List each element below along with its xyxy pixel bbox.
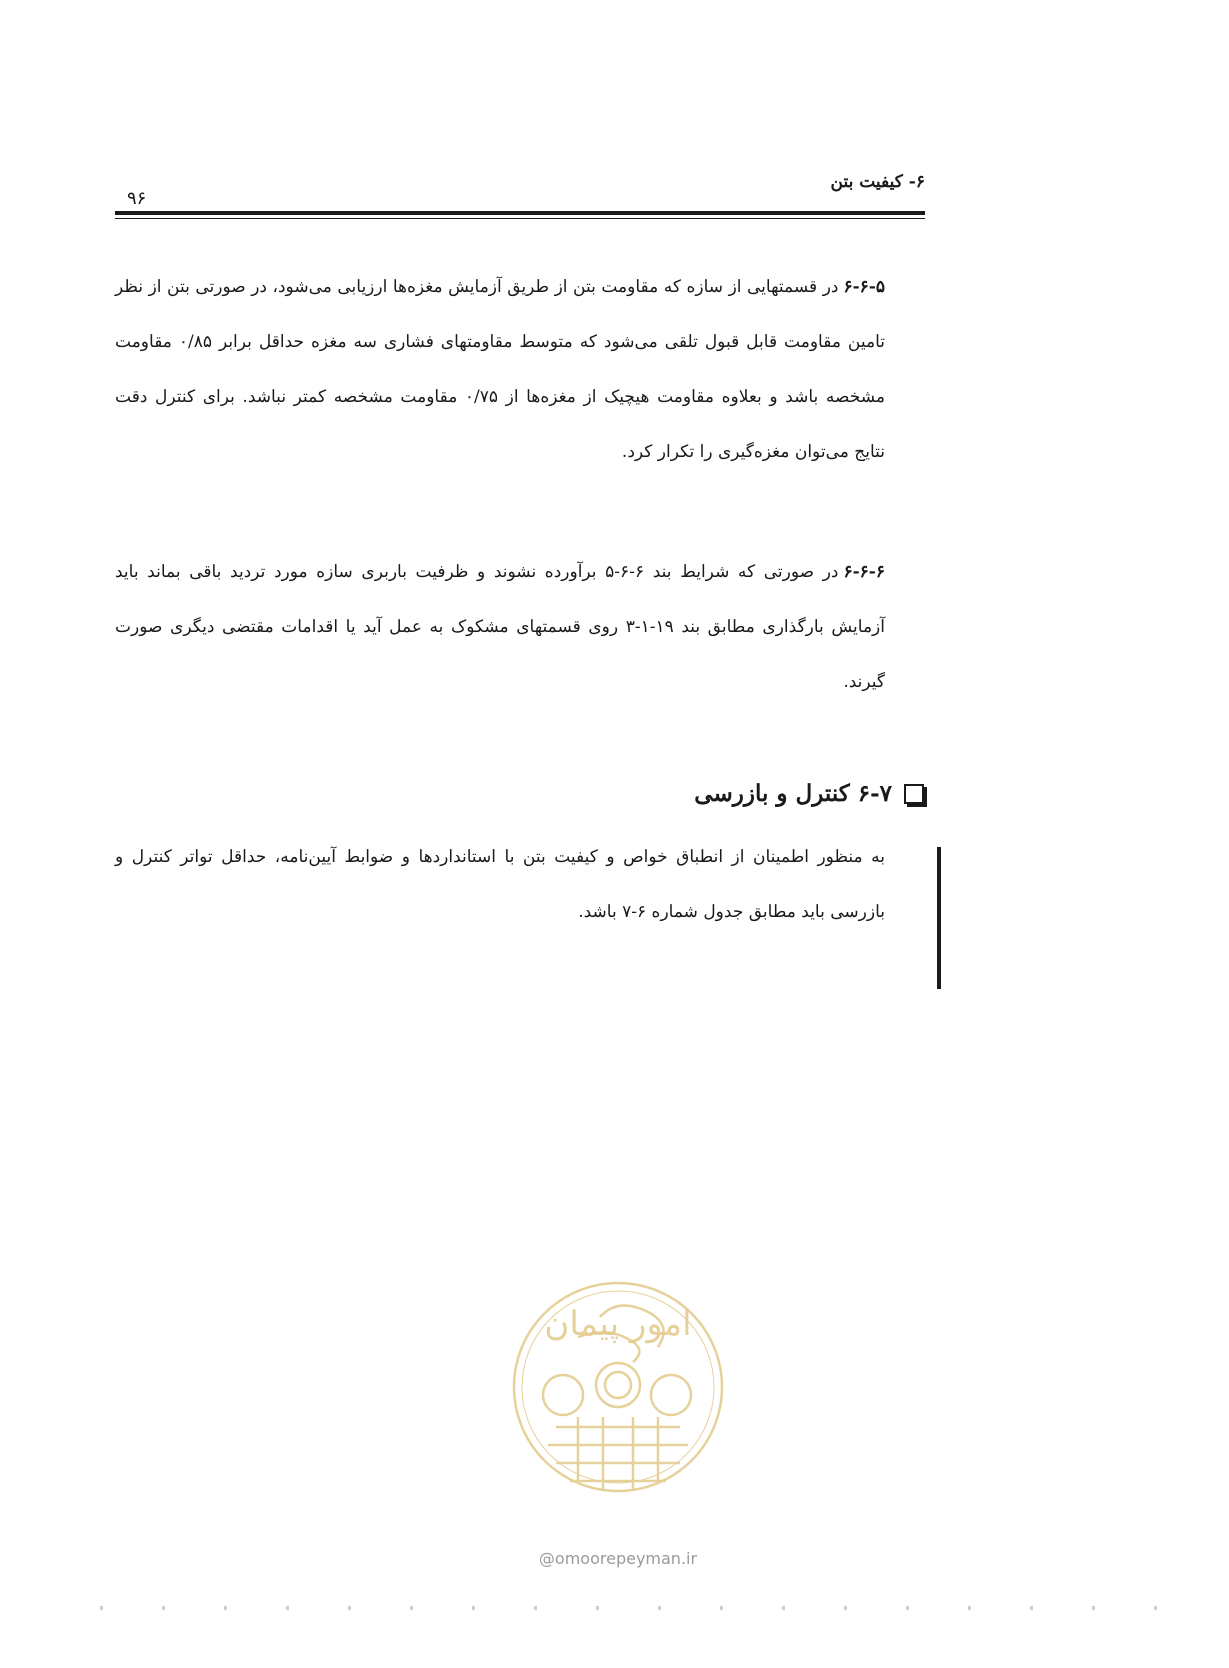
header-rule-thin (115, 218, 925, 219)
watermark-logo-icon (508, 1277, 728, 1497)
page-header (115, 168, 925, 224)
page-number: ۹۶ (127, 188, 147, 209)
section-body-text: به منظور اطمینان از انطباق خواص و کیفیت بتن با استانداردها و ضوابط آیین‌نامه، حداقل تواتر کنترل و بازرسی باید مطابق جدول شماره ۶-۷ باشد. (115, 847, 885, 922)
chapter-title: ۶- کیفیت بتن (830, 172, 925, 192)
paragraph-text: در صورتی که شرایط بند ۶-۶-۵ برآورده نشوند و ظرفیت باربری سازه مورد تردید باقی بماند باید آزمایش بارگذاری مطابق بند ۱۹-۱-۳ روی قسمتهای مشکوک به عمل آید یا اقدامات مقتضی دیگری صورت گیرند. (115, 562, 885, 692)
paragraph-6-6-6 (115, 545, 885, 710)
scan-speckles (100, 1606, 1180, 1610)
header-rule-thick (115, 211, 925, 215)
paragraph-number: ۶-۶-۶ (843, 562, 885, 582)
watermark-url: @omoorepeyman.ir (538, 1549, 698, 1568)
revision-margin-bar (937, 847, 941, 989)
paragraph-6-6-5 (115, 260, 885, 480)
watermark-logo-text: امور پیمان (544, 1304, 692, 1344)
section-body (115, 830, 885, 940)
section-heading (694, 780, 924, 807)
section-heading-text: ۶-۷ کنترل و بازرسی (694, 780, 892, 807)
paragraph-number: ۶-۶-۵ (843, 277, 885, 297)
paragraph-text: در قسمتهایی از سازه که مقاومت بتن از طریق آزمایش مغزه‌ها ارزیابی می‌شود، در صورتی بتن از نظر تامین مقاومت قابل قبول تلقی می‌شود که متوسط مقاومتهای فشاری سه مغزه حداقل برابر ۰/۸۵ مقاومت مشخصه باشد و بعلاوه مقاومت هیچیک از مغزه‌ها از ۰/۷۵ مقاومت مشخصه کمتر نباشد. برای کنترل دقت نتایج می‌توان مغزه‌گیری را تکرار کرد. (115, 277, 885, 462)
square-bullet-icon (904, 784, 924, 804)
